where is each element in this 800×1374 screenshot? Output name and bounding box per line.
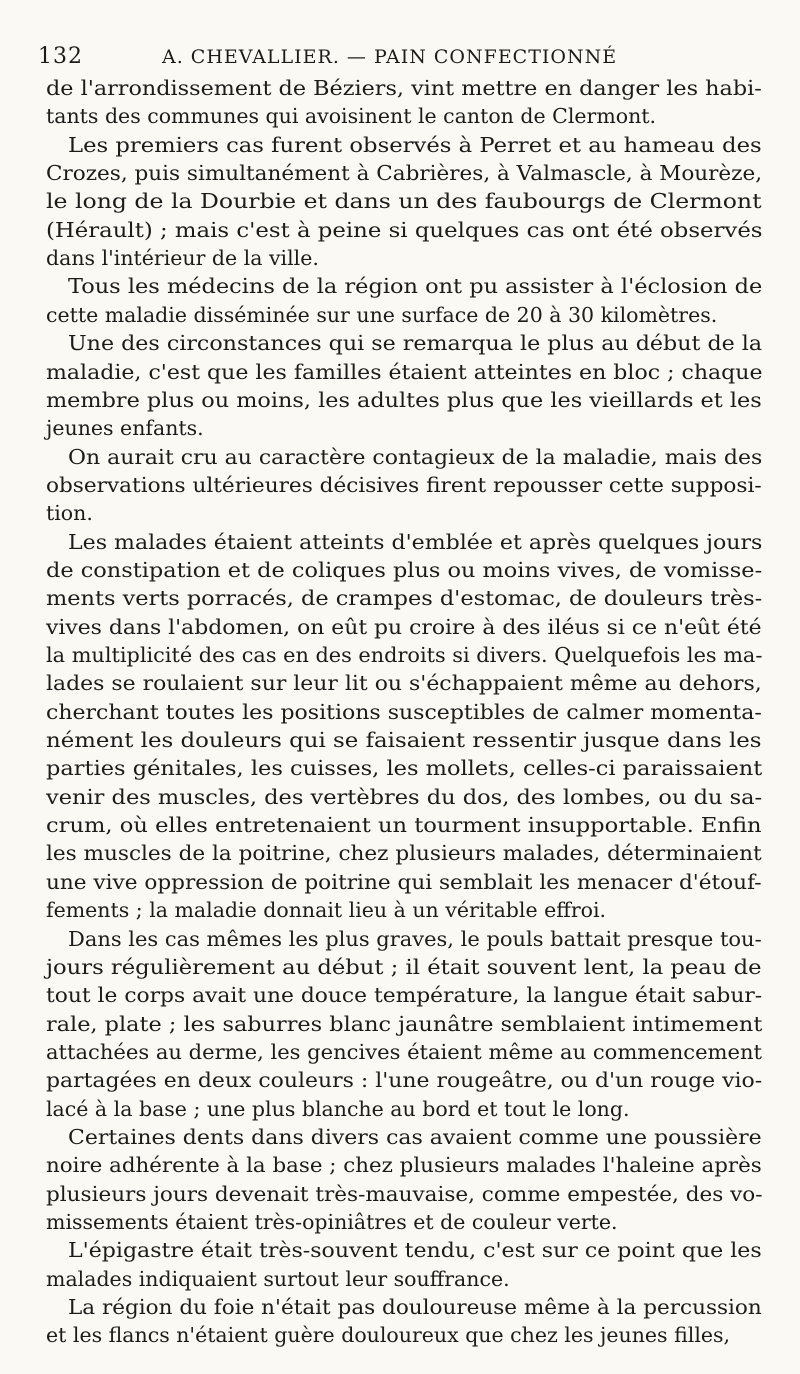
text-line: Crozes, puis simultanément à Cabrières, à Valmascle, à Mourèze,: [46, 161, 763, 186]
text-line: rale, plate ; les saburres blanc jaunâtre semblaient intimement: [46, 1011, 763, 1036]
text-line: membre plus ou moins, les adultes plus que les vieillards et les: [46, 387, 762, 412]
text-line: jours régulièrement au début ; il était souvent lent, la peau de: [46, 954, 762, 979]
text-line: attachées au derme, les gencives étaient même au commencement: [46, 1039, 763, 1064]
text-line: Dans les cas mêmes les plus graves, le pouls battait presque tou-: [68, 926, 762, 951]
text-line: dans l'intérieur de la ville.: [46, 246, 319, 271]
text-line: La région du foie n'était pas douloureuse même à la percussion: [68, 1295, 762, 1320]
text-line: une vive oppression de poitrine qui semblait les menacer d'étouf-: [46, 869, 762, 894]
text-line: lacé à la base ; une plus blanche au bord et tout le long.: [46, 1096, 630, 1121]
text-line: jeunes enfants.: [46, 416, 204, 441]
text-line: parties génitales, les cuisses, les mollets, celles-ci paraissaient: [46, 756, 763, 781]
text-line: ments verts porracés, de crampes d'estomac, de douleurs très-: [46, 586, 763, 611]
text-line: de l'arrondissement de Béziers, vint mettre en danger les habi-: [46, 76, 762, 100]
page-number: 132: [38, 44, 83, 69]
text-line: les muscles de la poitrine, chez plusieurs malades, déterminaient: [46, 841, 762, 866]
text-line: de constipation et de coliques plus ou moins vives, de vomisse-: [46, 557, 763, 582]
running-head: A. CHEVALLIER. — PAIN CONFECTIONNÉ: [162, 46, 618, 68]
text-line: Certaines dents dans divers cas avaient comme une poussière: [68, 1124, 762, 1149]
text-line: crum, où elles entretenaient un tourment insupportable. Enfin: [46, 813, 762, 838]
text-line: cette maladie disséminée sur une surface de 20 à 30 kilomètres.: [46, 302, 718, 327]
text-line: tants des communes qui avoisinent le canton de Clermont.: [46, 104, 657, 129]
text-line: On aurait cru au caractère contagieux de la maladie, mais des: [68, 444, 763, 469]
text-line: malades indiquaient surtout leur souffrance.: [46, 1266, 510, 1291]
text-line: venir des muscles, des vertèbres du dos, des lombes, ou du sa-: [46, 784, 763, 809]
text-line: Tous les médecins de la région ont pu assister à l'éclosion de: [68, 274, 763, 299]
text-line: Les premiers cas furent observés à Perret et au hameau des: [68, 132, 762, 157]
text-line: noire adhérente à la base ; chez plusieurs malades l'haleine après: [46, 1153, 762, 1178]
text-line: (Hérault) ; mais c'est à peine si quelques cas ont été observés: [46, 217, 763, 242]
text-line: lades se roulaient sur leur lit ou s'échappaient même au dehors,: [46, 671, 762, 696]
text-line: vives dans l'abdomen, on eût pu croire à des iléus si ce n'eût été: [46, 614, 762, 639]
text-line: Une des circonstances qui se remarqua le plus au début de la: [68, 331, 763, 356]
text-line: partagées en deux couleurs : l'une rougeâtre, ou d'un rouge vio-: [46, 1068, 763, 1093]
text-line: L'épigastre était très-souvent tendu, c'est sur ce point que les: [68, 1238, 762, 1263]
text-line: maladie, c'est que les familles étaient atteintes en bloc ; chaque: [46, 359, 763, 384]
text-line: tout le corps avait une douce température, la langue était sabur-: [46, 983, 763, 1008]
text-line: le long de la Dourbie et dans un des faubourgs de Clermont: [46, 189, 762, 214]
text-line: et les flancs n'étaient guère douloureux que chez les jeunes filles,: [46, 1323, 731, 1348]
page-header: [38, 40, 758, 74]
text-line: Les malades étaient atteints d'emblée et après quelques jours: [68, 529, 763, 554]
text-line: observations ultérieures décisives firent repousser cette supposi-: [46, 472, 762, 497]
text-line: fements ; la maladie donnait lieu à un véritable effroi.: [46, 898, 607, 923]
text-line: la multiplicité des cas en des endroits si divers. Quelquefois les ma-: [46, 643, 763, 667]
text-line: nément les douleurs qui se faisaient ressentir jusque dans les: [46, 728, 762, 753]
text-line: tion.: [46, 501, 93, 526]
text-line: cherchant toutes les positions susceptibles de calmer momenta-: [46, 699, 762, 724]
text-line: missements étaient très-opiniâtres et de couleur verte.: [46, 1210, 618, 1234]
text-line: plusieurs jours devenait très-mauvaise, comme empestée, des vo-: [46, 1181, 763, 1206]
